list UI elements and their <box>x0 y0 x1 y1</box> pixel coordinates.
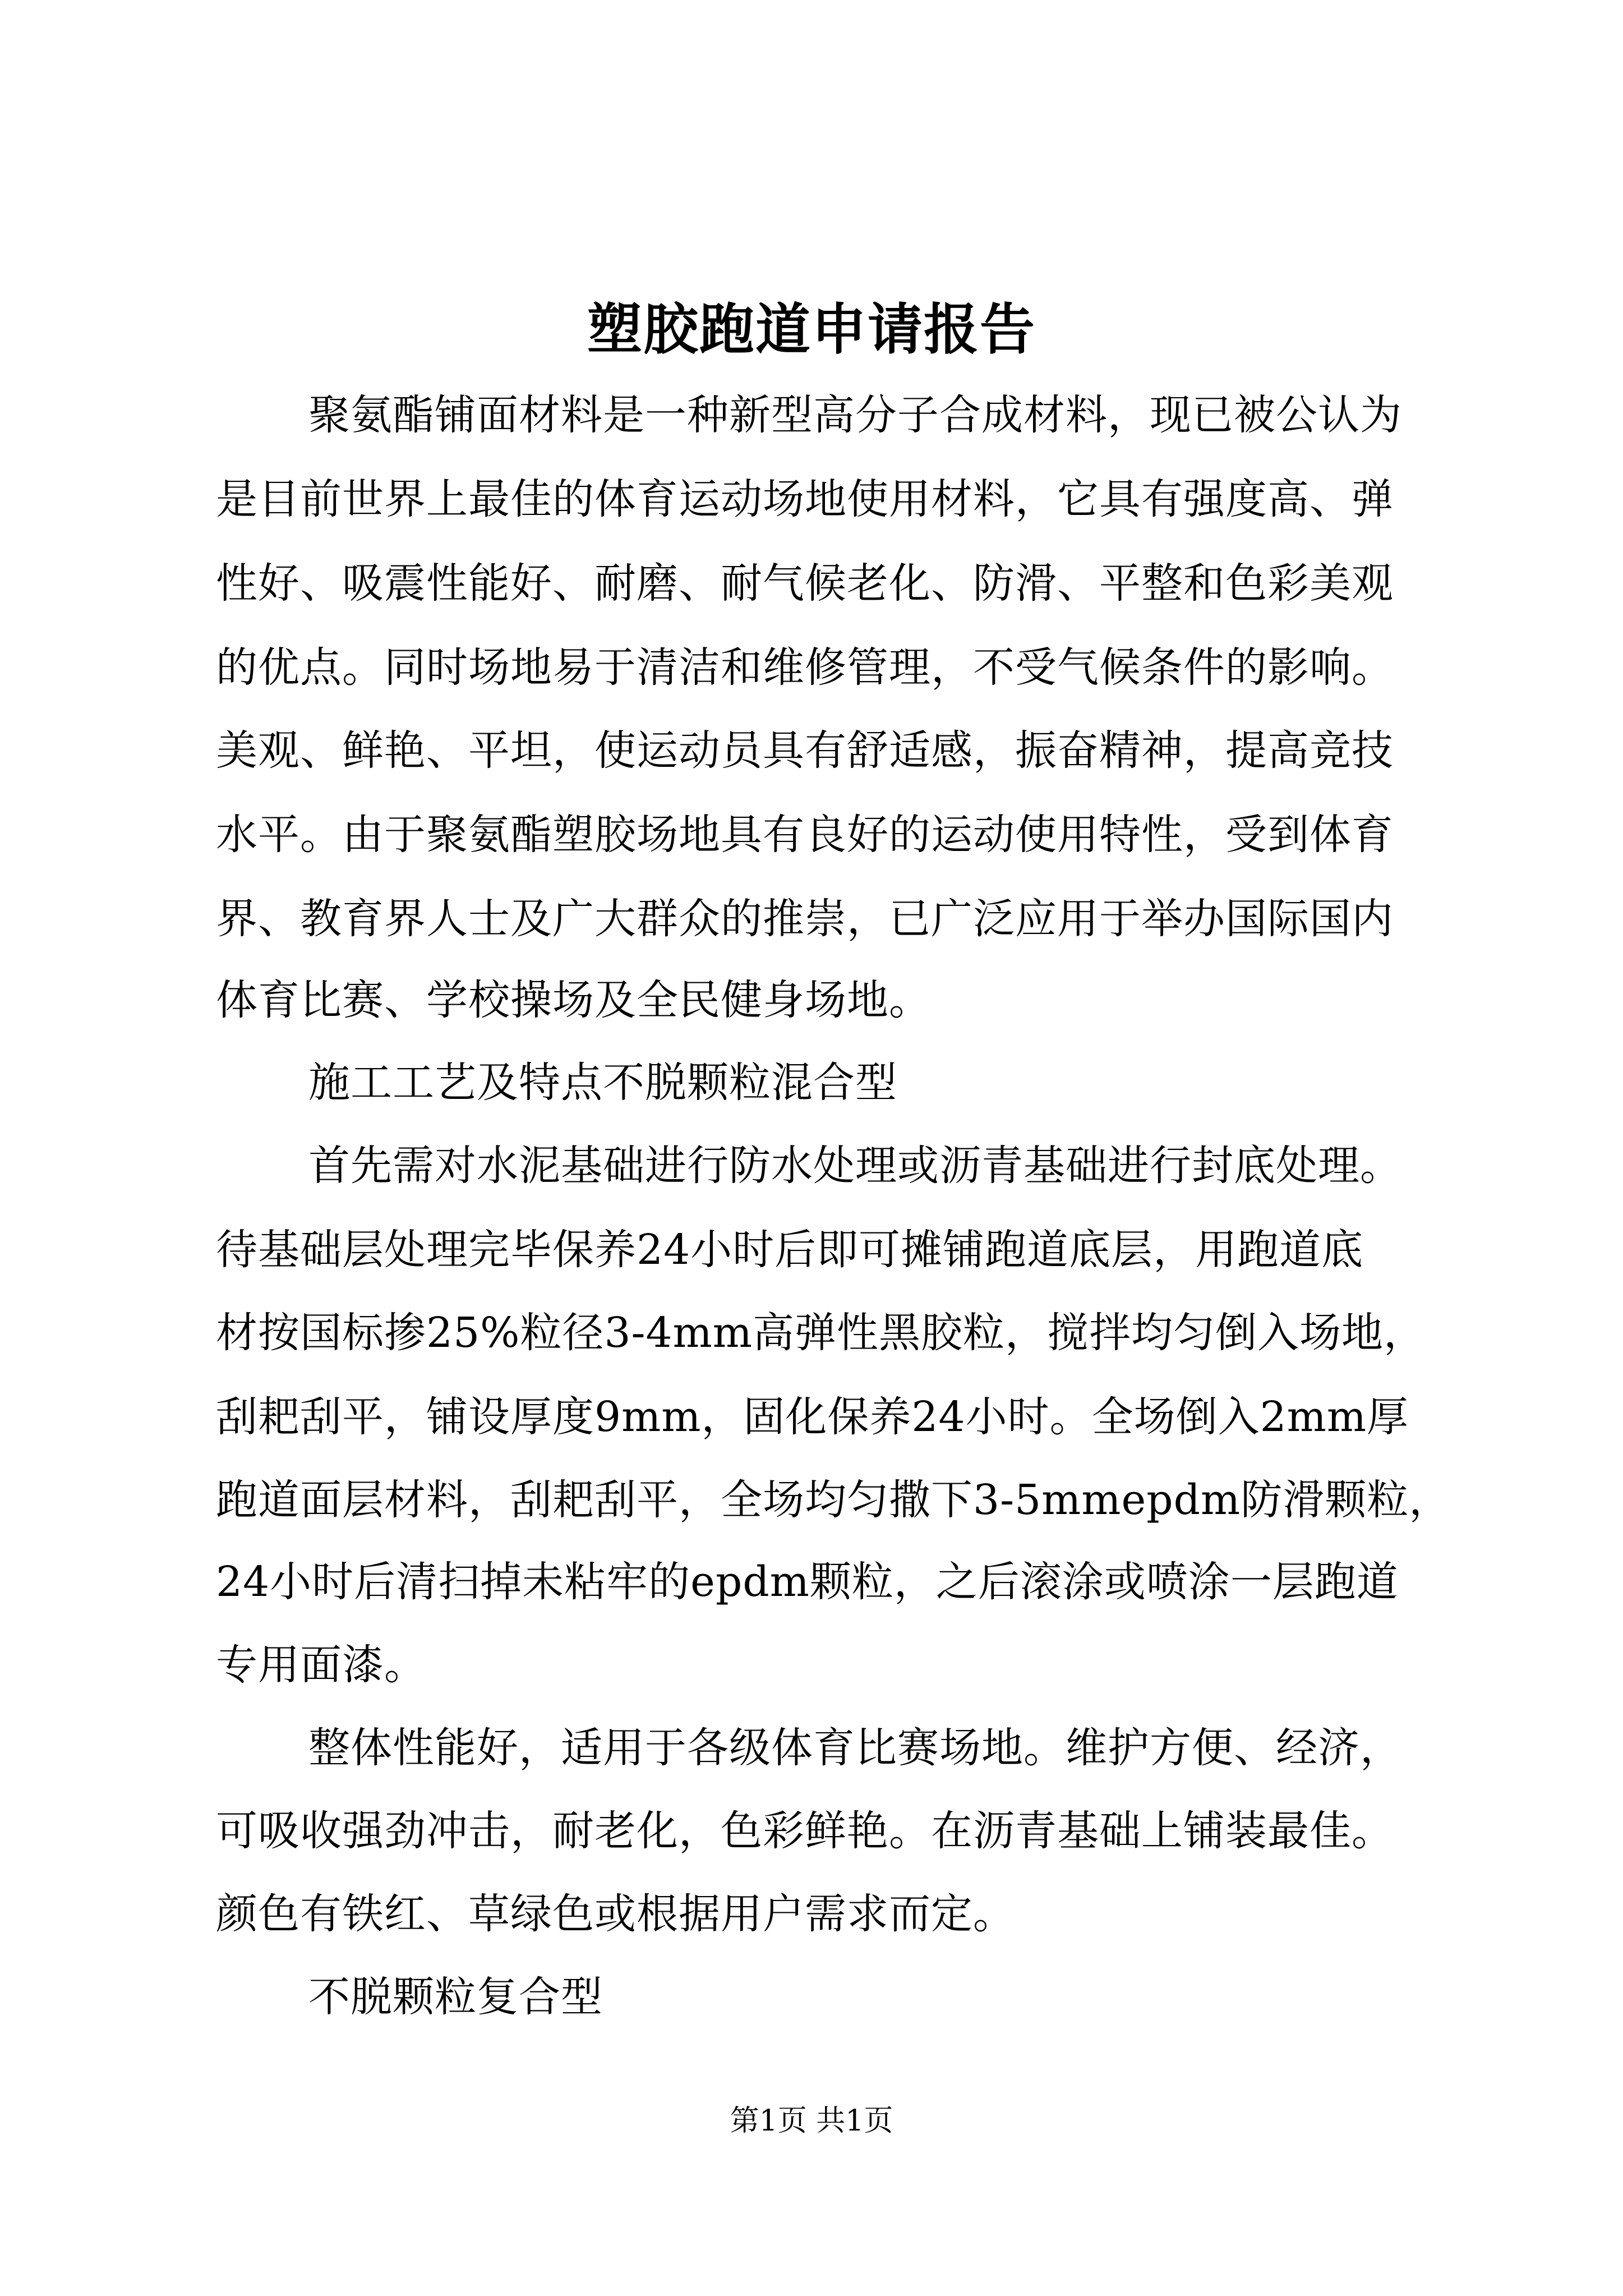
body-line: 是目前世界上最佳的体育运动场地使用材料，它具有强度高、弹 <box>216 475 1394 523</box>
body-line: 聚氨酯铺面材料是一种新型高分子合成材料，现已被公认为 <box>308 391 1402 439</box>
body-line: 专用面漆。 <box>216 1641 426 1689</box>
body-line: 颜色有铁红、草绿色或根据用户需求而定。 <box>216 1890 1015 1938</box>
body-line: 界、教育界人士及广大群众的推崇，已广泛应用于举办国际国内 <box>216 895 1394 943</box>
document-title: 塑胶跑道申请报告 <box>587 297 1036 362</box>
body-line: 性好、吸震性能好、耐磨、耐气候老化、防滑、平整和色彩美观 <box>216 559 1394 608</box>
section-heading: 不脱颗粒复合型 <box>308 1973 603 2021</box>
body-line: 整体性能好，适用于各级体育比赛场地。维护方便、经济， <box>308 1724 1402 1772</box>
body-line: 体育比赛、学校操场及全民健身场地。 <box>216 976 931 1024</box>
body-line: 待基础层处理完毕保养24小时后即可摊铺跑道底层，用跑道底 <box>216 1226 1364 1274</box>
body-line: 的优点。同时场地易于清洁和维修管理，不受气候条件的影响。 <box>216 643 1394 692</box>
body-line: 首先需对水泥基础进行防水处理或沥青基础进行封底处理。 <box>308 1142 1402 1190</box>
section-heading: 施工工艺及特点不脱颗粒混合型 <box>308 1059 897 1107</box>
body-line: 材按国标掺25%粒径3-4mm高弹性黑胶粒，搅拌均匀倒入场地， <box>216 1309 1426 1357</box>
body-line: 跑道面层材料，刮耙刮平，全场均匀撒下3-5mmepdm防滑颗粒， <box>216 1476 1451 1524</box>
body-line: 水平。由于聚氨酯塑胶场地具有良好的运动使用特性，受到体育 <box>216 811 1394 859</box>
body-line: 美观、鲜艳、平坦，使运动员具有舒适感，振奋精神，提高竞技 <box>216 726 1394 775</box>
body-line: 24小时后清扫掉未粘牢的epdm颗粒，之后滚涂或喷涂一层跑道 <box>216 1558 1399 1606</box>
body-line: 可吸收强劲冲击，耐老化，色彩鲜艳。在沥青基础上铺装最佳。 <box>216 1807 1394 1855</box>
body-line: 刮耙刮平，铺设厚度9mm，固化保养24小时。全场倒入2mm厚 <box>216 1393 1409 1441</box>
page-footer: 第1页 共1页 <box>730 2104 893 2138</box>
